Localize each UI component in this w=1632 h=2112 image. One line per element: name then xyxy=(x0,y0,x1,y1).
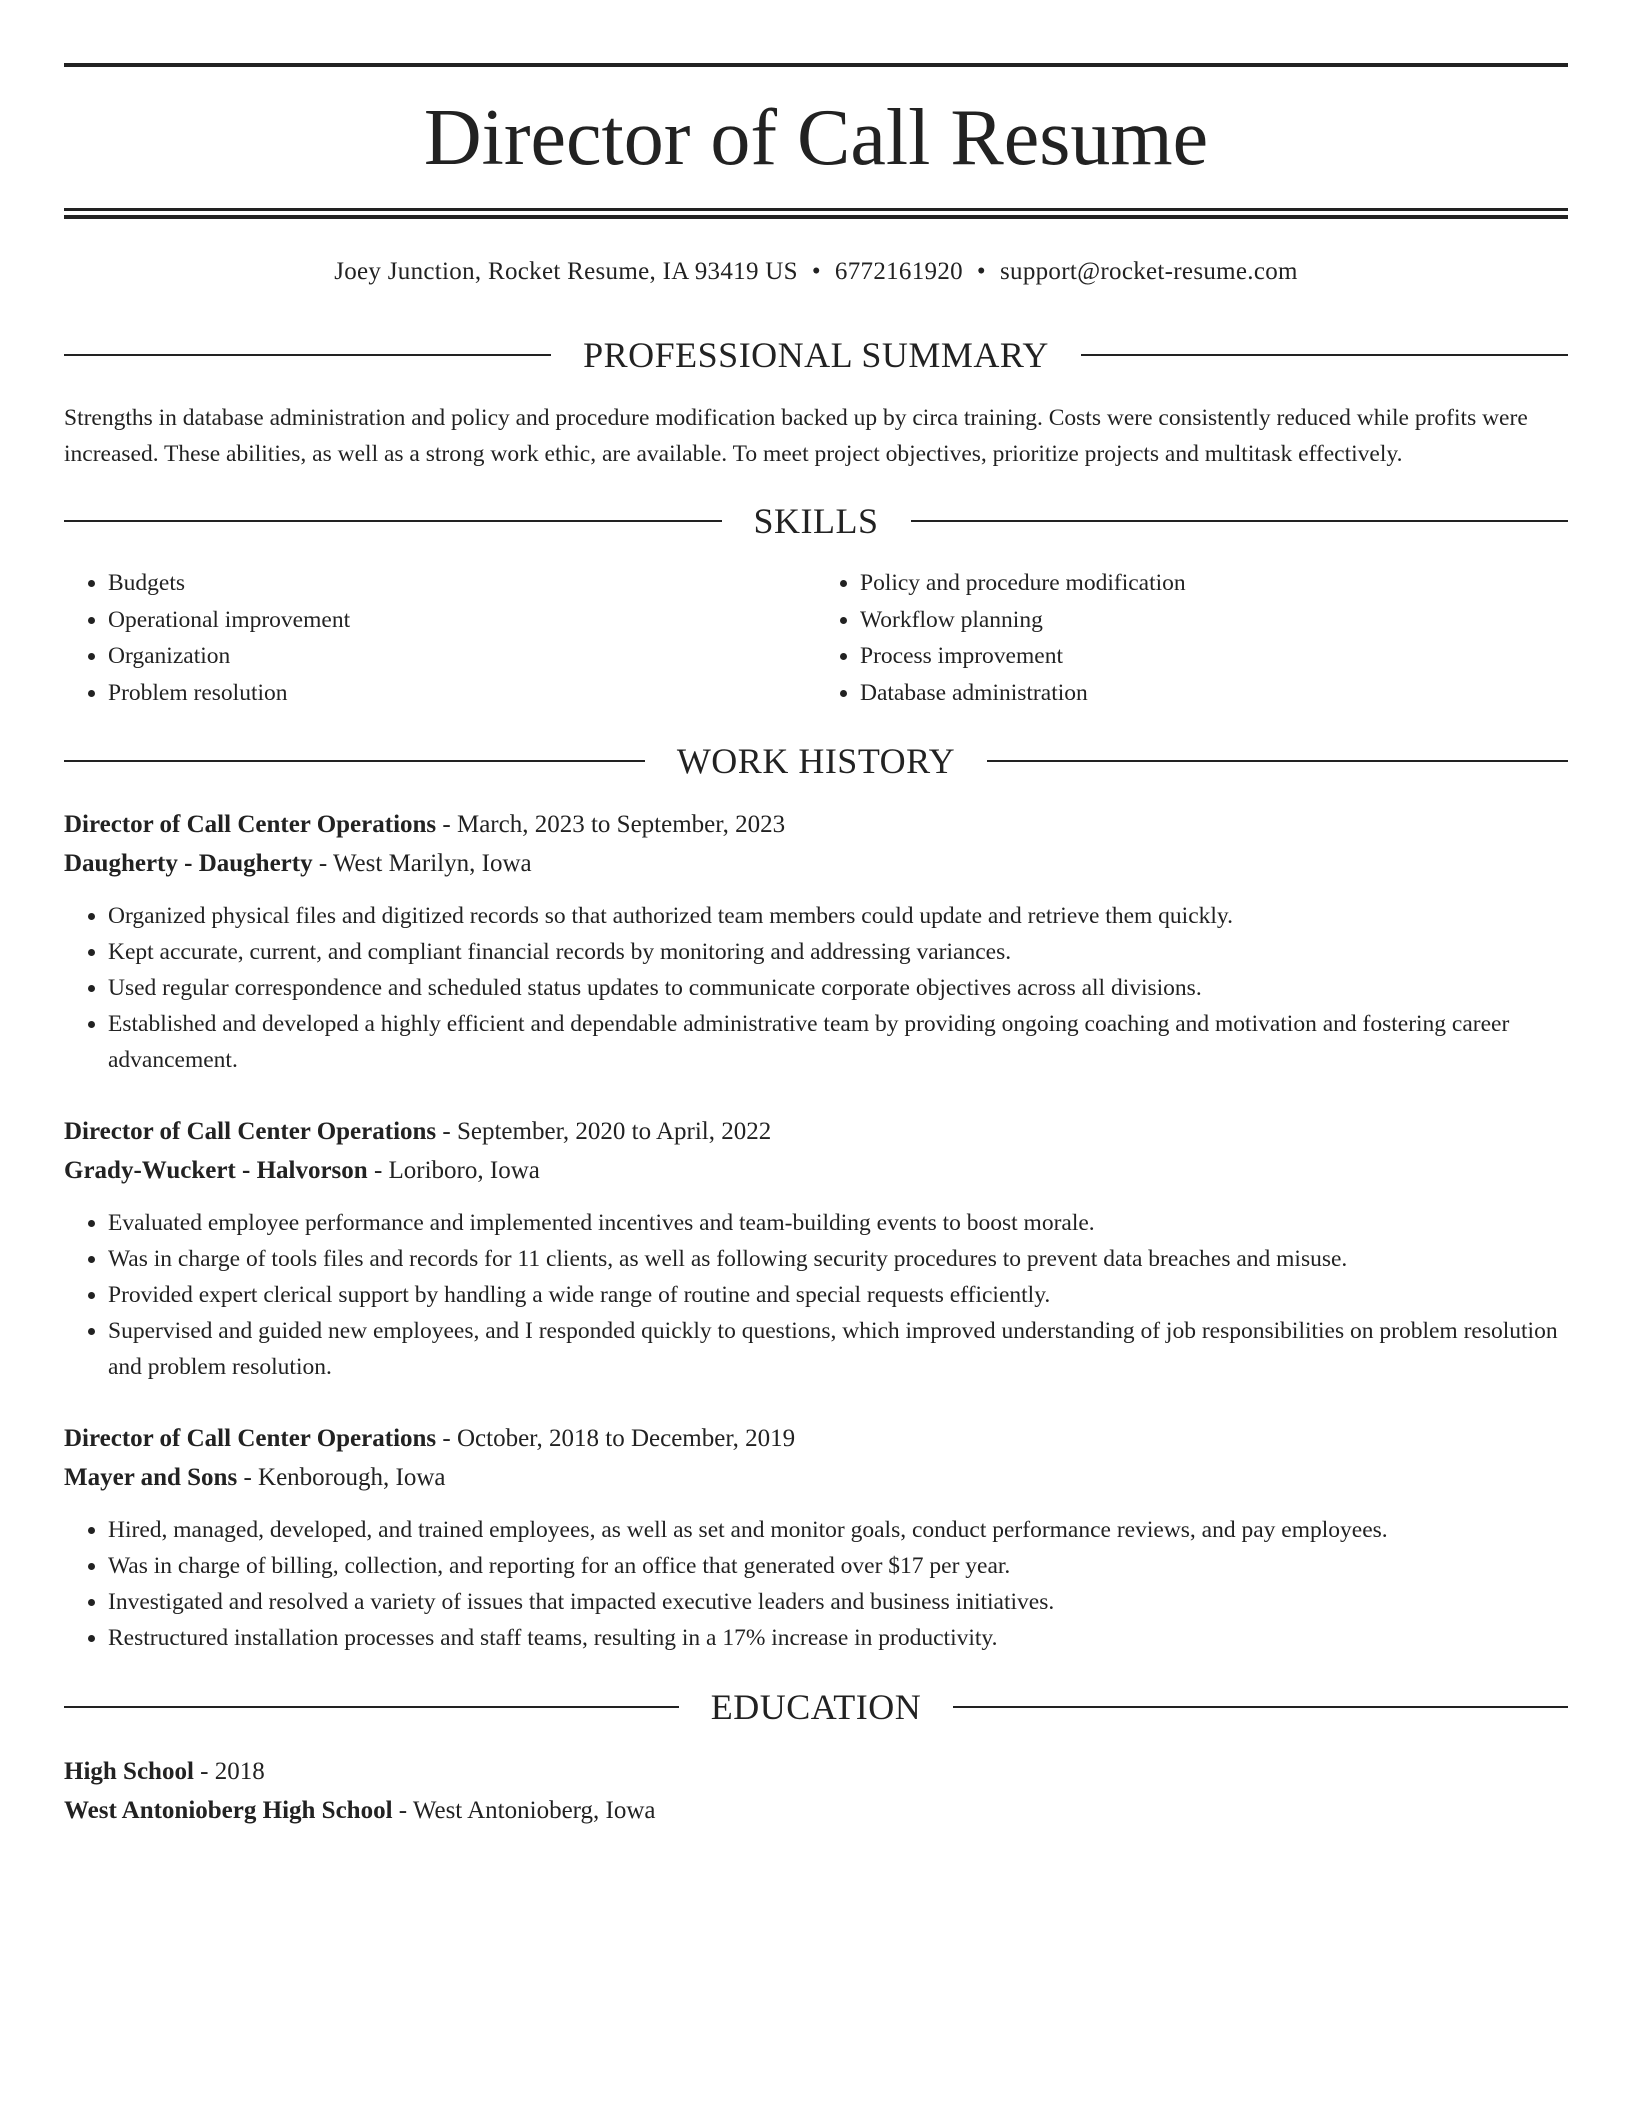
job-bullet: • Provided expert clerical support by handling a wide range of routine and special requests efficiently. xyxy=(108,1277,1568,1313)
job-bullet: • Used regular correspondence and scheduled status updates to communicate corporate objectives across all divisions. xyxy=(108,970,1568,1006)
education-degree-line xyxy=(64,1752,1568,1791)
education-entry xyxy=(64,1752,1568,1830)
education-school-line xyxy=(64,1791,1568,1830)
skills-column-left xyxy=(64,565,816,711)
header-double-rule xyxy=(64,208,1568,219)
job-dates: - September, 2020 to April, 2022 xyxy=(436,1118,772,1145)
job-title-line xyxy=(64,1113,1568,1152)
skill-item: • Problem resolution xyxy=(108,675,816,712)
heading-rule-right xyxy=(987,760,1568,762)
job-company: Grady-Wuckert - Halvorson xyxy=(64,1156,368,1184)
resume-title: Director of Call Resume xyxy=(423,94,1209,182)
contact-phone: 6772161920 xyxy=(834,258,963,285)
job-entry xyxy=(64,1113,1568,1385)
section-heading-work xyxy=(64,739,1568,783)
skill-item: • Budgets xyxy=(108,565,816,602)
contact-separator: • xyxy=(976,258,986,285)
job-bullet: • Organized physical files and digitized records so that authorized team members could update and retrieve them quickly. xyxy=(108,898,1568,934)
education-year: - 2018 xyxy=(193,1758,265,1785)
section-heading-education xyxy=(64,1685,1568,1729)
education-location: - West Antonioberg, Iowa xyxy=(392,1797,656,1824)
summary-text: Strengths in database administration and policy and procedure modification backed up by circa training. Costs were consistently reduced while profits were increased. These abilities, as well as a strong work ethic, are available. To meet project objectives, prioritize projects and multitask effectively. xyxy=(64,405,1528,467)
job-dates: - March, 2023 to September, 2023 xyxy=(436,811,786,838)
section-title: PROFESSIONAL SUMMARY xyxy=(583,335,1049,375)
skills-list xyxy=(64,565,1568,711)
contact-separator: • xyxy=(811,258,821,285)
job-bullet: • Supervised and guided new employees, and I responded quickly to questions, which improved understanding of job responsibilities on problem resolution and problem resolution. xyxy=(108,1313,1568,1385)
job-company-line xyxy=(64,1152,1568,1191)
job-bullet: • Evaluated employee performance and implemented incentives and team-building events to boost morale. xyxy=(108,1205,1568,1241)
job-entry xyxy=(64,1420,1568,1656)
heading-rule-right xyxy=(1081,354,1568,356)
education-degree: High School xyxy=(64,1758,194,1785)
skill-item: • Process improvement xyxy=(860,638,1568,675)
job-company: Daugherty - Daugherty xyxy=(64,849,313,877)
skill-item: • Operational improvement xyxy=(108,602,816,639)
section-title: SKILLS xyxy=(753,501,879,541)
skills-column-right xyxy=(816,565,1568,711)
job-bullets xyxy=(64,1512,1568,1656)
job-bullet: • Was in charge of tools files and records for 11 clients, as well as following security procedures to prevent data breaches and misuse. xyxy=(108,1241,1568,1277)
contact-email: support@rocket-resume.com xyxy=(999,258,1298,285)
job-title: Director of Call Center Operations xyxy=(64,1425,437,1452)
job-bullet: • Was in charge of billing, collection, and reporting for an office that generated over $17 per year. xyxy=(108,1548,1568,1584)
job-company-line xyxy=(64,845,1568,884)
job-title: Director of Call Center Operations xyxy=(64,1118,437,1145)
job-title: Director of Call Center Operations xyxy=(64,811,437,838)
job-entry xyxy=(64,806,1568,1078)
job-location: - West Marilyn, Iowa xyxy=(312,849,532,877)
job-bullet: • Hired, managed, developed, and trained employees, as well as set and monitor goals, conduct performance reviews, and pay employees. xyxy=(108,1512,1568,1548)
skill-item: • Organization xyxy=(108,638,816,675)
header-top-rule xyxy=(64,63,1568,67)
job-bullet: • Restructured installation processes and staff teams, resulting in a 17% increase in productivity. xyxy=(108,1620,1568,1656)
skill-item: • Database administration xyxy=(860,675,1568,712)
section-title: EDUCATION xyxy=(710,1687,922,1727)
job-bullets xyxy=(64,898,1568,1078)
job-bullet: • Established and developed a highly efficient and dependable administrative team by providing ongoing coaching and motivation and fostering career advancement. xyxy=(108,1006,1568,1078)
heading-rule-left xyxy=(64,1706,679,1708)
contact-info xyxy=(64,252,1568,292)
education-school: West Antonioberg High School xyxy=(64,1797,393,1824)
skill-item: • Policy and procedure modification xyxy=(860,565,1568,602)
job-bullets xyxy=(64,1205,1568,1385)
heading-rule-left xyxy=(64,354,551,356)
skill-item: • Workflow planning xyxy=(860,602,1568,639)
job-bullet: • Kept accurate, current, and compliant financial records by monitoring and addressing variances. xyxy=(108,934,1568,970)
heading-rule-right xyxy=(953,1706,1568,1708)
heading-rule-left xyxy=(64,520,722,522)
section-heading-summary xyxy=(64,333,1568,377)
heading-rule-right xyxy=(911,520,1569,522)
job-bullet: • Investigated and resolved a variety of issues that impacted executive leaders and business initiatives. xyxy=(108,1584,1568,1620)
job-title-line xyxy=(64,1420,1568,1459)
job-company-line xyxy=(64,1459,1568,1498)
job-dates: - October, 2018 to December, 2019 xyxy=(436,1425,796,1452)
contact-address: Joey Junction, Rocket Resume, IA 93419 US xyxy=(334,258,798,285)
section-title: WORK HISTORY xyxy=(676,741,956,781)
job-location: - Loriboro, Iowa xyxy=(367,1156,540,1184)
section-heading-skills xyxy=(64,499,1568,543)
job-location: - Kenborough, Iowa xyxy=(237,1463,446,1491)
job-title-line xyxy=(64,806,1568,845)
heading-rule-left xyxy=(64,760,645,762)
job-company: Mayer and Sons xyxy=(64,1463,238,1491)
